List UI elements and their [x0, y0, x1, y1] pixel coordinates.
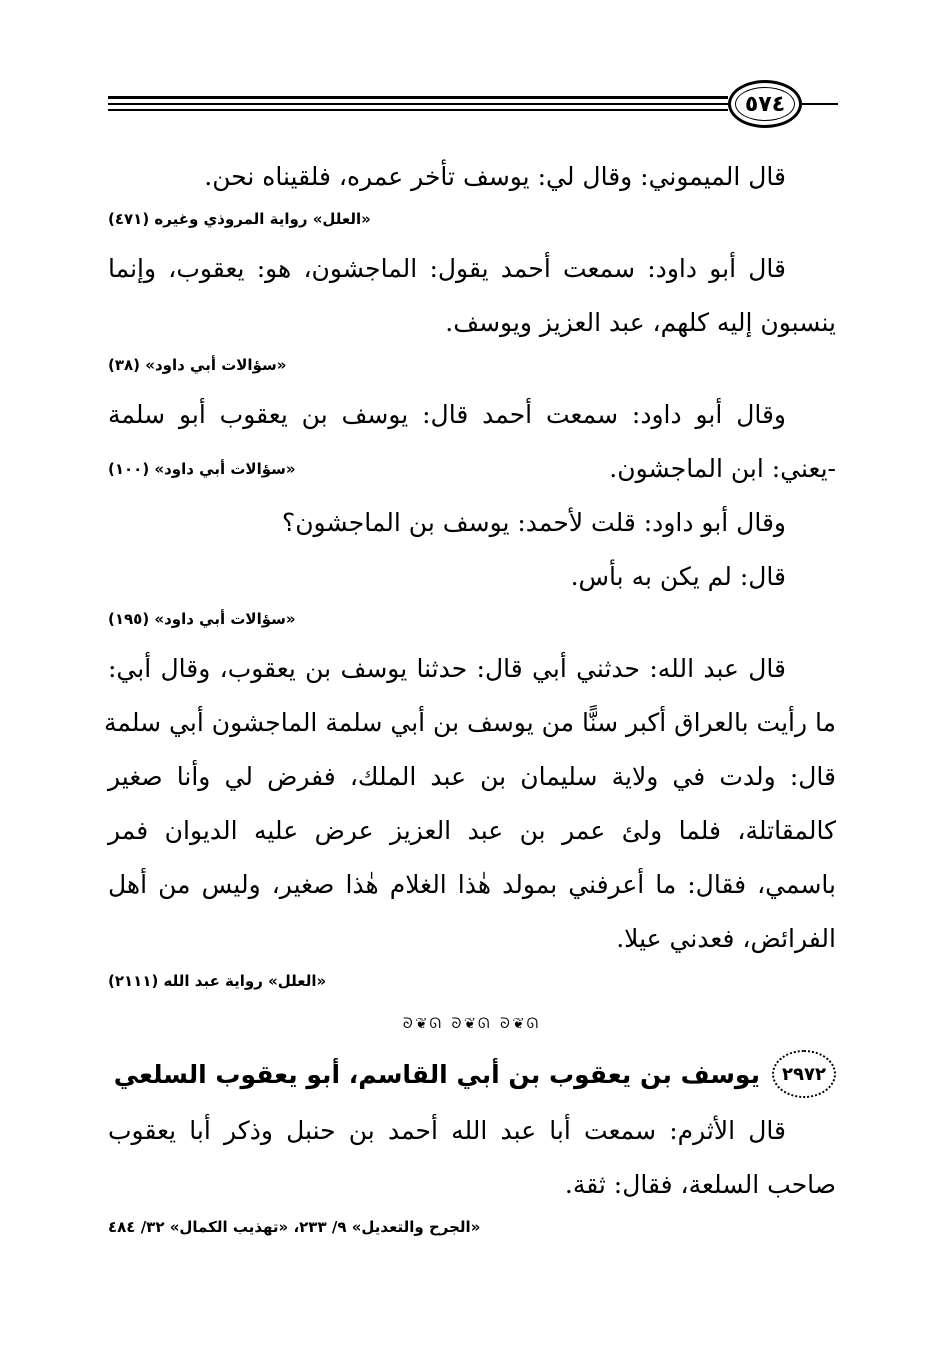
source-citation: «سؤالات أبي داود» (٣٨) [108, 356, 287, 374]
text-line: صاحب السلعة، فقال: ثقة. [564, 1170, 836, 1199]
split-line [108, 442, 836, 496]
source-citation: «الجرح والتعديل» ٩/ ٢٣٣، «تهذيب الكمال» ٣٢/ ٤٨٤ [108, 1218, 481, 1236]
page-number: ٥٧٤ [728, 80, 802, 128]
entry-number-badge: ٢٩٧٢ [772, 1050, 836, 1098]
text-line: كالمقاتلة، فلما ولئ عمر بن عبد العزيز عرض عليه الديوان فمر [108, 816, 836, 845]
text-line: باسمي، فقال: ما أعرفني بمولد هٰذا الغلام هٰذا صغير، وليس من أهل [108, 870, 836, 899]
text-line: قال أبو داود: سمعت أحمد يقول: الماجشون، هو: يعقوب، وإنما [108, 254, 786, 283]
entry-title: يوسف بن يعقوب بن أبي القاسم، أبو يعقوب السلعي [113, 1059, 760, 1089]
page-body [104, 150, 836, 1250]
text-line: ينسبون إليه كلهم، عبد العزيز ويوسف. [445, 308, 836, 337]
text-line: قال عبد الله: حدثني أبي قال: حدثنا يوسف بن يعقوب، وقال أبي: [108, 654, 786, 683]
text-line: قال: ولدت في ولاية سليمان بن عبد الملك، ففرض لي وأنا صغير [108, 762, 836, 791]
text-line: وقال أبو داود: قلت لأحمد: يوسف بن الماجشون؟ [281, 508, 786, 537]
page-header [108, 80, 838, 130]
text-line: الفرائض، فعدني عيلا. [616, 924, 836, 953]
text-line: ما رأيت بالعراق أكبر سنًّا من يوسف بن أبي سلمة الماجشون أبي سلمة [104, 708, 836, 737]
source-citation: «سؤالات أبي داود» (١٩٥) [108, 610, 296, 628]
header-rule [108, 109, 728, 111]
source-citation: «سؤالات أبي داود» (١٠٠) [108, 460, 296, 478]
source-citation: «العلل» رواية المروذي وغيره (٤٧١) [108, 210, 371, 228]
text-line: قال الأثرم: سمعت أبا عبد الله أحمد بن حنبل وذكر أبا يعقوب [108, 1116, 786, 1145]
source-citation: «العلل» رواية عبد الله (٢١١١) [108, 972, 327, 990]
text-line: قال: لم يكن به بأس. [570, 562, 786, 591]
text-line: قال الميموني: وقال لي: يوسف تأخر عمره، فلقيناه نحن. [204, 162, 786, 191]
section-ornament: ᘐ❦ᘏ ᘐ❦ᘏ ᘐ❦ᘏ [402, 1016, 542, 1032]
header-rule-right [802, 103, 838, 105]
entry-heading [108, 1044, 836, 1104]
text-line: وقال أبو داود: سمعت أحمد قال: يوسف بن يعقوب أبو سلمة [108, 400, 786, 429]
header-rule [108, 96, 728, 99]
header-rule [108, 103, 728, 105]
text-line: -يعني: ابن الماجشون. [609, 454, 836, 483]
